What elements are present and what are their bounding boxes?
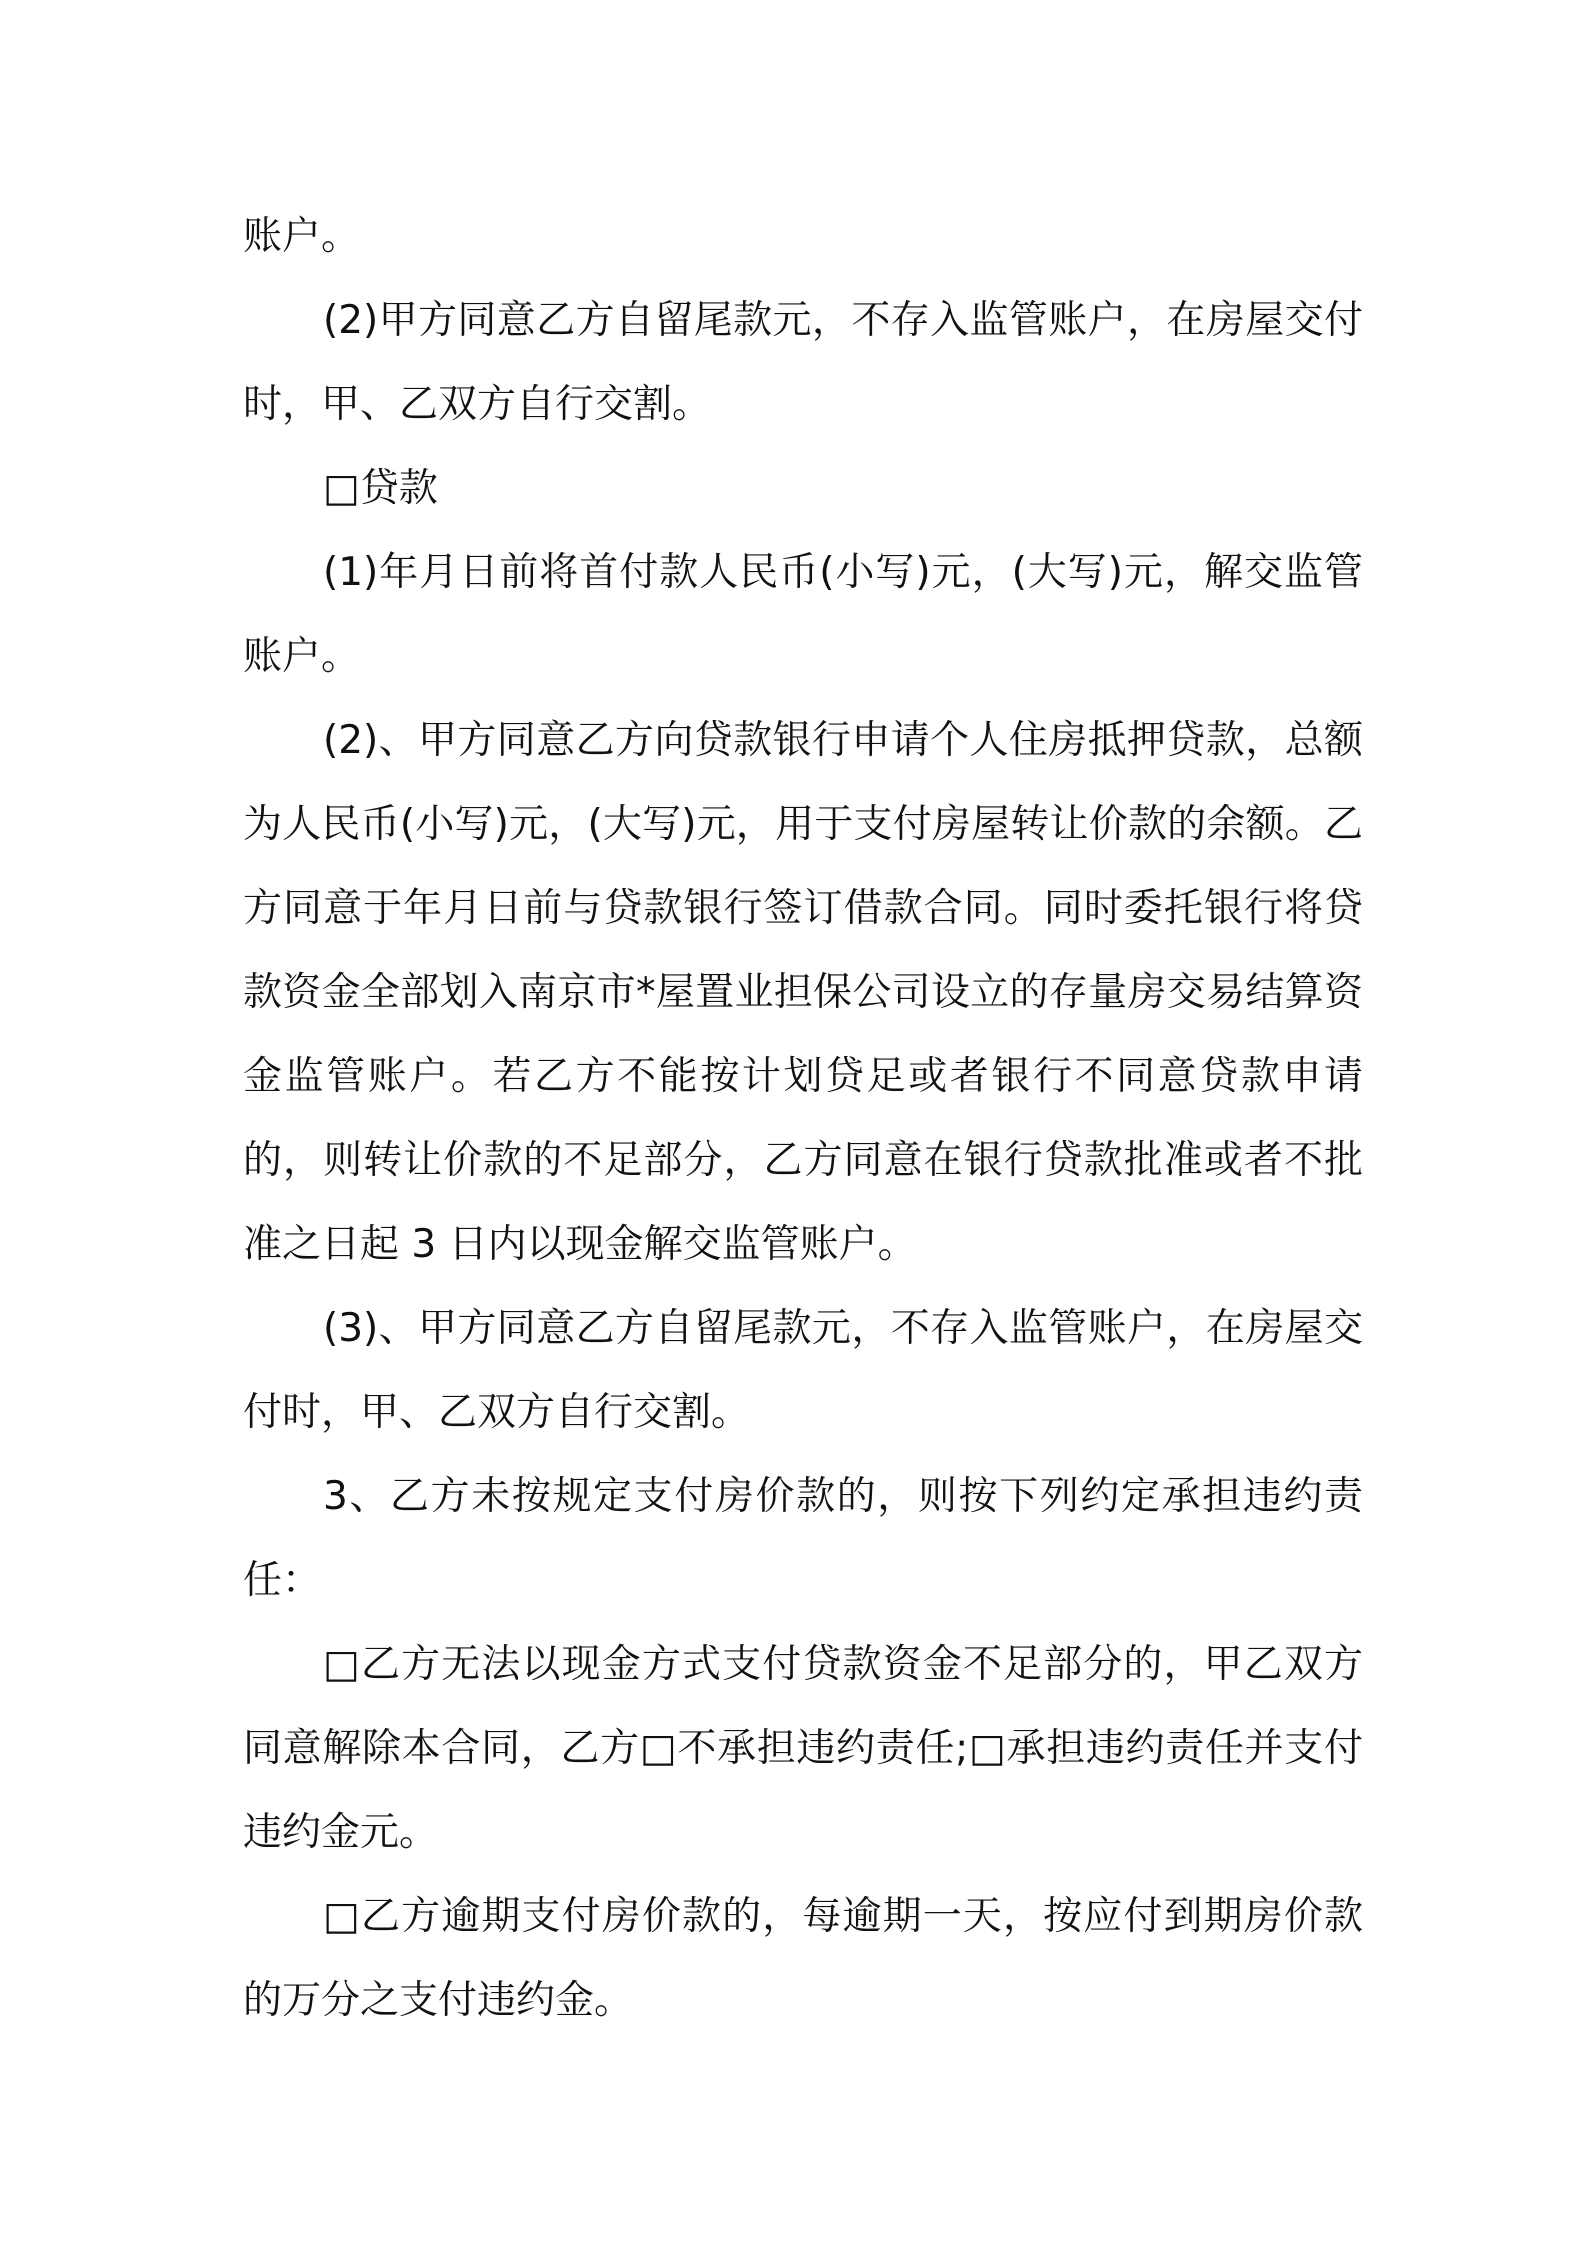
paragraph-retained-balance: (2)甲方同意乙方自留尾款元，不存入监管账户，在房屋交付时，甲、乙双方自行交割。 <box>243 298 1363 427</box>
paragraph-down-payment: (1)年月日前将首付款人民币(小写)元，(大写)元，解交监管账户。 <box>243 550 1363 679</box>
paragraph-late-payment: □乙方逾期支付房价款的，每逾期一天，按应付到期房价款的万分之支付违约金。 <box>243 1894 1363 2023</box>
document-body <box>243 195 1363 2043</box>
paragraph-retained-balance-loan: (3)、甲方同意乙方自留尾款元，不存入监管账户，在房屋交付时，甲、乙双方自行交割。 <box>243 1306 1363 1435</box>
paragraph-loan-option: □贷款 <box>323 466 438 511</box>
paragraph-breach-liability: 3、乙方未按规定支付房价款的，则按下列约定承担违约责任： <box>243 1474 1363 1603</box>
paragraph-account-continuation: 账户。 <box>243 214 361 259</box>
paragraph-mortgage-loan: (2)、甲方同意乙方向贷款银行申请个人住房抵押贷款，总额为人民币(小写)元，(大写)元，用于支付房屋转让价款的余额。乙方同意于年月日前与贷款银行签订借款合同。同时委托银行将贷款资金全部划入南京市*屋置业担保公司设立的存量房交易结算资金监管账户。若乙方不能按计划贷足或者银行不同意贷款申请的，则转让价款的不足部分，乙方同意在银行贷款批准或者不批准之日起 3 日内以现金解交监管账户。 <box>243 718 1363 1267</box>
paragraph-cancel-contract: □乙方无法以现金方式支付贷款资金不足部分的，甲乙双方同意解除本合同，乙方□不承担违约责任;□承担违约责任并支付违约金元。 <box>243 1642 1363 1855</box>
